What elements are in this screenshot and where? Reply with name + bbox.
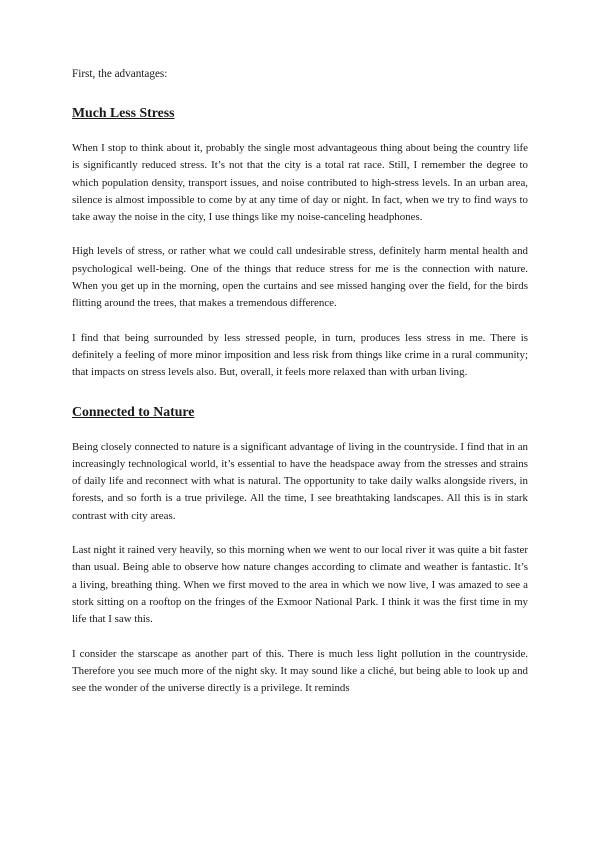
paragraph: High levels of stress, or rather what we could call undesirable stress, definitely harm mental health and psychological well-being. One of the things that reduce stress for me is the connection with nature. When you get up in the morning, open the curtains and see missed hanging over the field, for the birds flitting around the trees, that makes a tremendous difference. [72, 245, 528, 310]
document-page [72, 66, 528, 714]
intro-text: First, the advantages: [72, 68, 168, 80]
paragraph: Being closely connected to nature is a significant advantage of living in the countryside. I find that in an increasingly technological world, it’s essential to have the headspace away from the stresses and strains of daily life and reconnect with what is natural. The opportunity to take daily walks alongside rivers, in forests, and so forth is a true privilege. All the time, I see breathtaking landscapes. All this is in stark contrast with city areas. [72, 440, 528, 522]
paragraph: I find that being surrounded by less stressed people, in turn, produces less stress in me. There is definitely a feeling of more minor imposition and less risk from things like crime in a rural community; that impacts on stress levels also. But, overall, it feels more relaxed than with urban living. [72, 331, 528, 379]
paragraph: I consider the starscape as another part of this. There is much less light pollution in the countryside. Therefore you see much more of the night sky. It may sound like a cliché, but being able to look up and see the wonder of the universe directly is a privilege. It reminds [72, 647, 528, 695]
paragraph: Last night it rained very heavily, so this morning when we went to our local river it was quite a bit faster than usual. Being able to observe how nature changes according to climate and weather is fantastic. It’s a living, breathing thing. When we first moved to the area in which we now live, I was amazed to see a stork sitting on a rooftop on the fringes of the Exmoor National Park. I think it was the first time in my life that I saw this. [72, 544, 528, 626]
section-heading: Much Less Stress [72, 105, 175, 120]
section-much-less-stress [72, 104, 528, 382]
section-heading: Connected to Nature [72, 403, 195, 419]
paragraph: When I stop to think about it, probably the single most advantageous thing about being the country life is significantly reduced stress. It’s not that the city is a total rat race. Still, I remember the degree to which population density, transport issues, and noise contributed to high-stress levels. In an urban area, silence is almost impossible to come by at any time of day or night. In fact, when we try to find ways to take away the noise in the city, I use things like my noise-canceling headphones. [72, 142, 528, 224]
section-connected-to-nature [72, 403, 528, 698]
